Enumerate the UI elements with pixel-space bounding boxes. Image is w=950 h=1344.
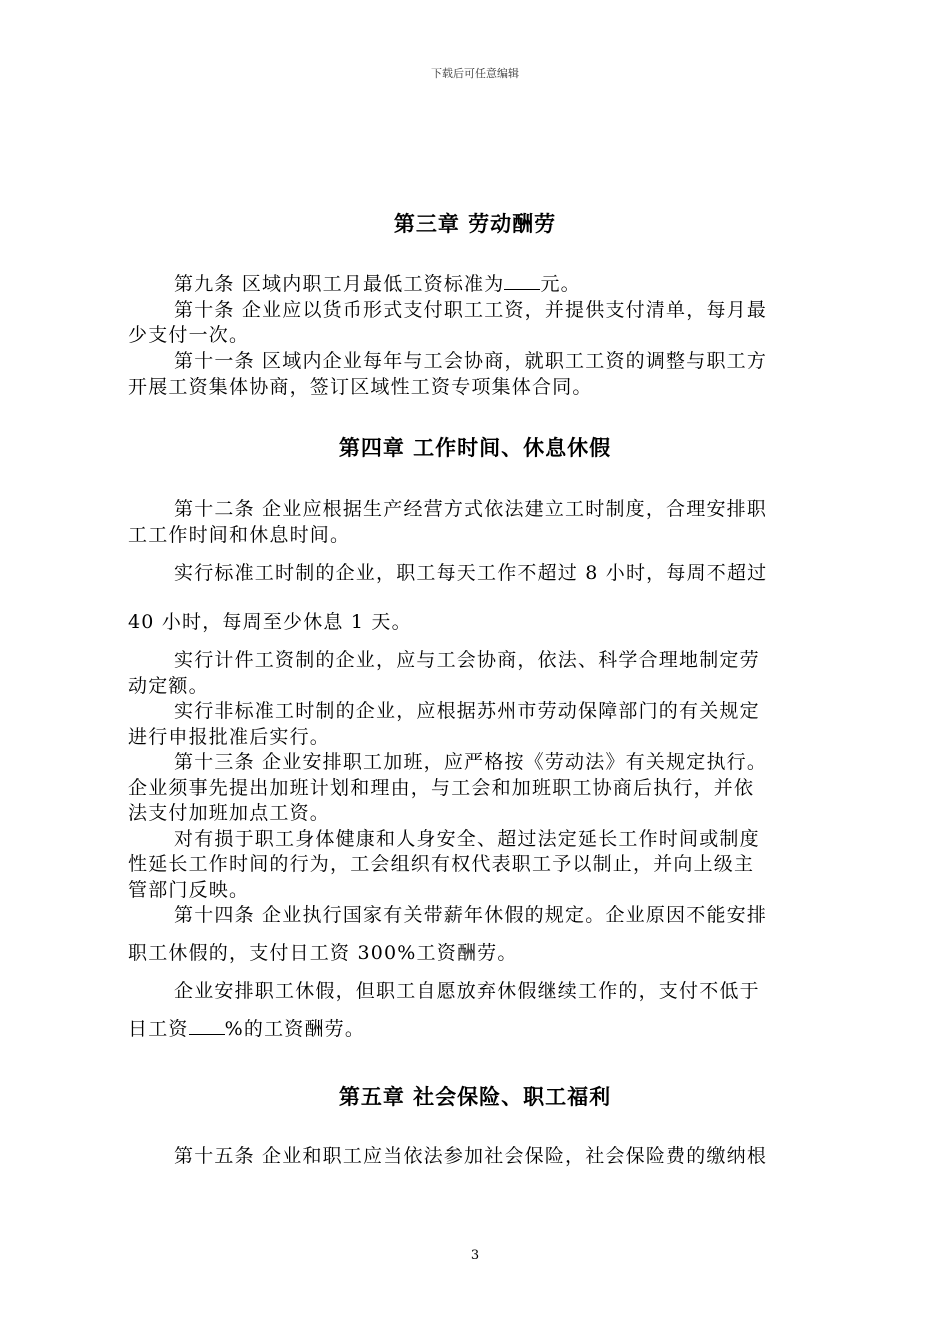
percent-blank [189, 1016, 225, 1035]
piece-rate-line-2: 动定额。 [128, 675, 209, 697]
waived-leave-line-2 [128, 1015, 365, 1043]
chapter-3-title: 第三章 劳动酬劳 [393, 211, 557, 236]
article-15-line-1: 第十五条 企业和职工应当依法参加社会保险，社会保险费的缴纳根 [174, 1145, 768, 1167]
waived-leave-text: 日工资 [128, 1018, 189, 1040]
chapter-5-title: 第五章 社会保险、职工福利 [338, 1084, 612, 1109]
standard-hours-line-2: 40 小时，每周至少休息 1 天。 [128, 611, 412, 633]
salary-blank [504, 271, 540, 290]
article-11-line-1: 第十一条 区域内企业每年与工会协商，就职工工资的调整与职工方 [174, 350, 768, 372]
article-10-line-1: 第十条 企业应以货币形式支付职工工资，并提供支付清单，每月最 [174, 299, 768, 321]
article-14-line-1: 第十四条 企业执行国家有关带薪年休假的规定。企业原因不能安排 [174, 904, 768, 926]
article-14-line-2: 职工休假的，支付日工资 300%工资酬劳。 [128, 942, 518, 964]
page-number: 3 [470, 1248, 480, 1263]
non-standard-hours-line-2: 进行申报批准后实行。 [128, 726, 331, 748]
article-13-line-1: 第十三条 企业安排职工加班，应严格按《劳动法》有关规定执行。 [174, 751, 768, 773]
waived-leave-line-1: 企业安排职工休假，但职工自愿放弃休假继续工作的，支付不低于 [174, 980, 760, 1002]
article-9-unit: 元。 [540, 273, 581, 295]
piece-rate-line-1: 实行计件工资制的企业，应与工会协商，依法、科学合理地制定劳 [174, 649, 760, 671]
article-11-line-2: 开展工资集体协商，签订区域性工资专项集体合同。 [128, 376, 593, 398]
article-13-line-2: 企业须事先提出加班计划和理由，与工会和加班职工协商后执行，并依 [128, 777, 755, 799]
standard-hours-line-1: 实行标准工时制的企业，职工每天工作不超过 8 小时，每周不超过 [174, 562, 768, 584]
overtime-protection-line-2: 性延长工作时间的行为，工会组织有权代表职工予以制止，并向上级主 [128, 853, 755, 875]
article-12-line-2: 工工作时间和休息时间。 [128, 524, 351, 546]
article-9 [174, 270, 581, 298]
overtime-protection-line-3: 管部门反映。 [128, 879, 250, 901]
non-standard-hours-line-1: 实行非标准工时制的企业，应根据苏州市劳动保障部门的有关规定 [174, 700, 760, 722]
article-10-line-2: 少支付一次。 [128, 324, 250, 346]
article-13-line-3: 法支付加班加点工资。 [128, 802, 331, 824]
overtime-protection-line-1: 对有损于职工身体健康和人身安全、超过法定延长工作时间或制度 [174, 828, 760, 850]
chapter-4-title: 第四章 工作时间、休息休假 [338, 435, 612, 460]
waived-leave-percent: %的工资酬劳。 [224, 1018, 366, 1040]
article-9-text: 第九条 区域内职工月最低工资标准为 [174, 273, 505, 295]
page-header-note: 下载后可任意编辑 [431, 67, 519, 80]
article-12-line-1: 第十二条 企业应根据生产经营方式依法建立工时制度，合理安排职 [174, 498, 768, 520]
